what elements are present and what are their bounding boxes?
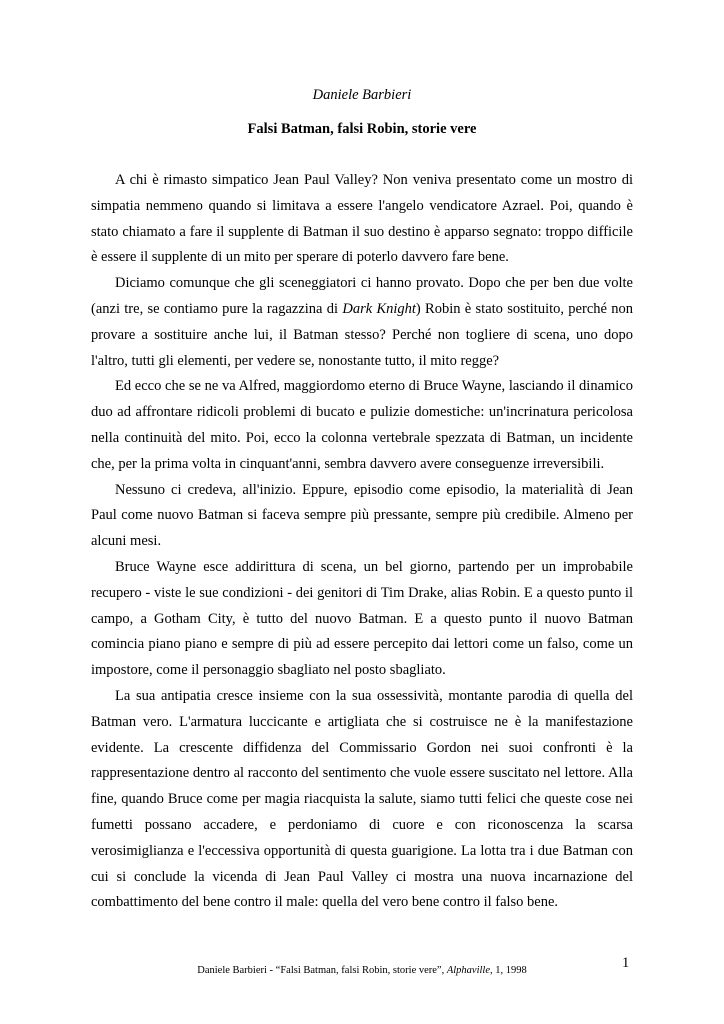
article-title: Falsi Batman, falsi Robin, storie vere (247, 121, 477, 137)
dark-knight-title: Dark Knight (342, 300, 416, 317)
paragraph-2 (91, 271, 633, 374)
paragraph-5: Bruce Wayne esce addirittura di scena, un bel giorno, partendo per un improbabile recupero - viste le sue condizioni - dei genitori di Tim Drake, alias Robin. E a questo punto il campo, a Gotham City, è tutto del nuovo Batman. E a questo punto il nuovo Batman comincia piano piano e sempre di più ad essere percepito dai lettori come un falso, come un impostore, come il personaggio sbagliato nel posto sbagliato. (91, 558, 633, 679)
citation-issue: , 1, 1998 (490, 965, 527, 976)
author-name: Daniele Barbieri (312, 87, 412, 103)
paragraph-2-text-end: ) Robin è stato sostituito, perché non provare a sostituire anche lui, il Batman stesso? Perché non togliere di scena, uno dopo l'altro, tutti gli elementi, per vedere se, nonostante tutto, il mito regge? (91, 300, 633, 369)
page-number: 1 (622, 955, 630, 971)
paragraph-4: Nessuno ci credeva, all'inizio. Eppure, episodio come episodio, la materialità di Jean Paul come nuovo Batman si faceva sempre più pressante, sempre più credibile. Almeno per alcuni mesi. (91, 481, 633, 550)
journal-name: Alphaville (446, 965, 490, 976)
paragraph-1: A chi è rimasto simpatico Jean Paul Valley? Non veniva presentato come un mostro di simpatia nemmeno quando si limitava a essere l'angelo vendicatore Azrael. Poi, quando è stato chiamato a fare il supplente di Batman il suo destino è apparso segnato: troppo difficile è essere il supplente di un mito per sperare di poterlo davvero fare bene. (91, 172, 633, 266)
citation-text: Daniele Barbieri - “Falsi Batman, falsi Robin, storie vere”, (197, 965, 447, 976)
footer-citation (0, 965, 724, 976)
paragraph-3: Ed ecco che se ne va Alfred, maggiordomo eterno di Bruce Wayne, lasciando il dinamico duo ad affrontare ridicoli problemi di bucato e pulizie domestiche: un'incrinatura pericolosa nella continuità del mito. Poi, ecco la colonna vertebrale spezzata di Batman, un incidente che, per la prima volta in cinquant'anni, sembra davvero avere conseguenze irreversibili. (91, 378, 633, 472)
article-body (91, 168, 633, 916)
paragraph-6: La sua antipatia cresce insieme con la sua ossessività, montante parodia di quella del Batman vero. L'armatura luccicante e artigliata che si costruisce ne è la manifestazione evidente. La crescente diffidenza del Commissario Gordon nei suoi confronti è la rappresentazione dentro al racconto del sentimento che vuole essere suscitato nel lettore. Alla fine, quando Bruce come per magia riacquista la salute, siamo tutti felici che queste cose nei fumetti possano accadere, e perdoniamo di cuore e con riconoscenza la scarsa verosimiglianza e l'eccessiva opportunità di questa guarigione. La lotta tra i due Batman con cui si conclude la vicenda di Jean Paul Valley ci mostra una nuova incarnazione del combattimento del bene contro il male: quella del vero bene contro il falso bene. (91, 687, 633, 911)
paragraph-2-text-start: Diciamo comunque che gli sceneggiatori ci hanno provato. Dopo che per ben due volte (anzi tre, se contiamo pure la ragazzina di (91, 275, 633, 317)
